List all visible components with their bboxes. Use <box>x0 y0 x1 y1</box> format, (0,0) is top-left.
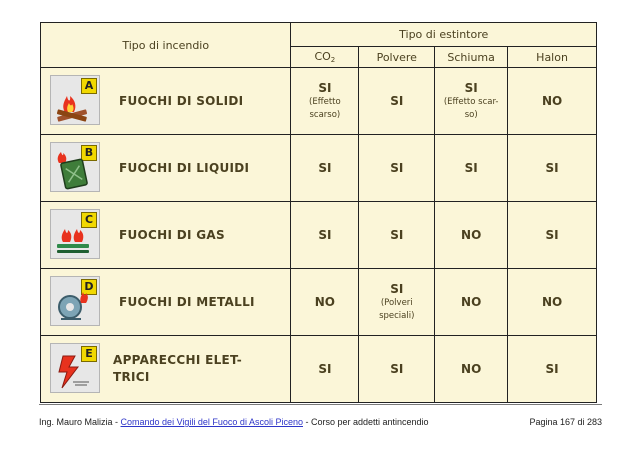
class-badge: D <box>81 279 97 295</box>
metal-fire-icon <box>50 276 100 326</box>
cell-co2: SI <box>291 135 359 202</box>
cell-halon: SI <box>508 336 597 403</box>
class-badge: C <box>81 212 97 228</box>
table-row <box>41 336 597 403</box>
header-extinguisher-type: Tipo di estintore <box>291 23 597 47</box>
class-badge: E <box>81 346 97 362</box>
cell-polvere: SI <box>359 135 435 202</box>
header-schiuma: Schiuma <box>435 47 508 68</box>
cell-halon: SI <box>508 135 597 202</box>
extinguisher-table <box>40 22 597 403</box>
liquid-fire-icon <box>50 142 100 192</box>
fire-class-name: FUOCHI DI METALLI <box>119 295 255 309</box>
cell-halon: NO <box>508 68 597 135</box>
cell-halon: NO <box>508 269 597 336</box>
cell-polvere: SI <box>359 336 435 403</box>
class-badge: A <box>81 78 97 94</box>
cell-co2: SI <box>291 202 359 269</box>
table-row <box>41 68 597 135</box>
fire-class-cell <box>41 202 291 269</box>
header-fire-type: Tipo di incendio <box>41 23 291 68</box>
cell-co2: SI <box>291 336 359 403</box>
fire-class-name: FUOCHI DI SOLIDI <box>119 94 244 108</box>
cell-schiuma: NO <box>435 269 508 336</box>
cell-halon: SI <box>508 202 597 269</box>
header-halon: Halon <box>508 47 597 68</box>
cell-polvere: SI <box>359 68 435 135</box>
footer-link[interactable]: Comando dei Vigili del Fuoco di Ascoli Piceno <box>120 417 303 427</box>
table-row <box>41 202 597 269</box>
header-polvere: Polvere <box>359 47 435 68</box>
table-row <box>41 135 597 202</box>
fire-class-cell <box>41 336 291 403</box>
solid-fire-icon <box>50 75 100 125</box>
footer-credits: Ing. Mauro Malizia - Comando dei Vigili del Fuoco di Ascoli Piceno - Corso per addetti antincendio <box>39 417 429 427</box>
fire-class-cell <box>41 135 291 202</box>
cell-schiuma: SI (Effetto scar- so) <box>435 68 508 135</box>
cell-polvere: SI <box>359 202 435 269</box>
cell-schiuma: NO <box>435 336 508 403</box>
cell-schiuma: NO <box>435 202 508 269</box>
fire-class-name: FUOCHI DI LIQUIDI <box>119 161 250 175</box>
header-co2: $CO_2$ <box>291 47 359 68</box>
page-number: Pagina 167 di 283 <box>529 417 602 427</box>
class-badge: B <box>81 145 97 161</box>
cell-co2: SI (Effetto scarso) <box>291 68 359 135</box>
fire-class-cell <box>41 68 291 135</box>
fire-class-cell <box>41 269 291 336</box>
fire-class-name: FUOCHI DI GAS <box>119 228 225 242</box>
cell-polvere: SI (Polveri speciali) <box>359 269 435 336</box>
table-row <box>41 269 597 336</box>
cell-schiuma: SI <box>435 135 508 202</box>
fire-class-name: APPARECCHI ELET- TRICI <box>113 353 243 384</box>
gas-fire-icon <box>50 209 100 259</box>
page-footer <box>39 404 602 427</box>
cell-co2: NO <box>291 269 359 336</box>
electrical-fire-icon <box>50 343 100 393</box>
